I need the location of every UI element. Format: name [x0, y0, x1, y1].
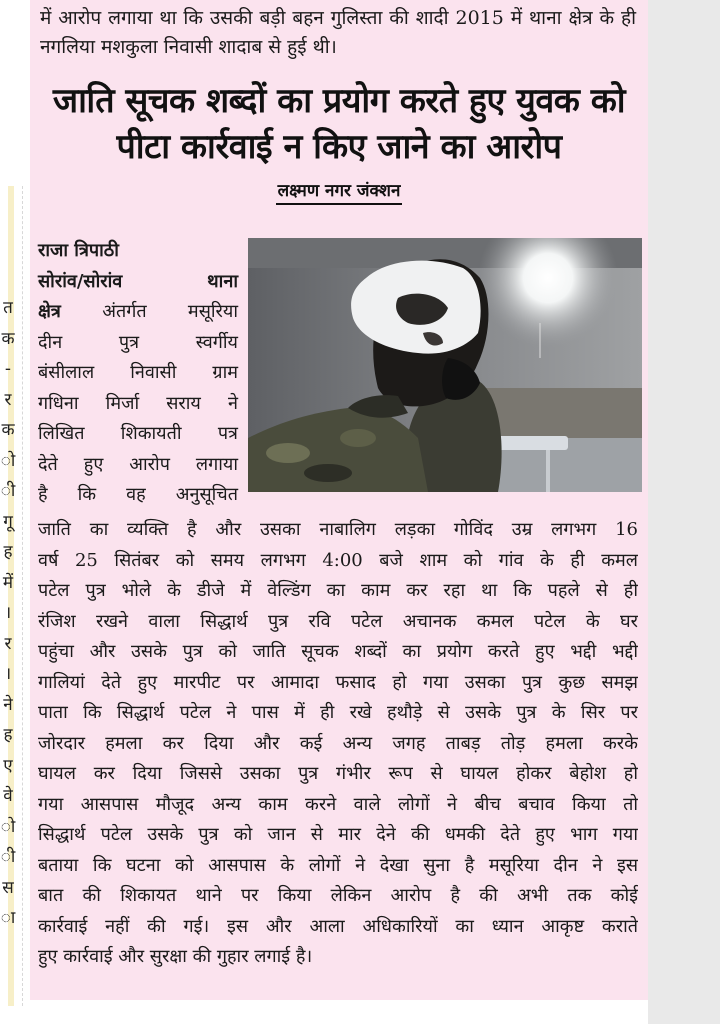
- byline-line: देते हुए आरोप लगाया: [38, 453, 238, 475]
- adjacent-column-fragment: [0, 186, 23, 1006]
- body-line: कार्रवाई नहीं की गई। इस और आला अधिकारियों का ध्यान आकृष्ट कराते: [38, 915, 638, 937]
- byline-line: लिखित शिकायती पत्र: [38, 423, 238, 444]
- article-photo: [248, 238, 642, 492]
- body-line: हुए कार्रवाई और सुरक्षा की गुहार लगाई है।: [38, 946, 313, 967]
- column-fragment-glyph: र: [4, 633, 12, 654]
- column-fragment-glyph: में: [2, 572, 14, 593]
- column-fragment-glyph: ह: [3, 542, 13, 562]
- column-fragment-glyph: त: [3, 298, 13, 318]
- article-body: [38, 515, 638, 973]
- news-article: [30, 0, 648, 1000]
- body-line: जाति का व्यक्ति है और उसका नाबालिग लड़का गोविंद उम्र लगभग 16: [38, 519, 638, 540]
- body-line: वर्ष 25 सितंबर को समय लगभग 4:00 बजे शाम को गांव के ही कमल: [38, 549, 638, 571]
- byline-block: [38, 236, 238, 511]
- column-fragment-glyph: ए: [3, 755, 13, 776]
- byline-name: राजा त्रिपाठी: [38, 240, 119, 261]
- body-line: पाता कि सिद्धार्थ पटेल ने पास में ही रखे हथौड़े से उसके पुत्र के सिर पर: [38, 702, 638, 723]
- column-fragment-glyph: स: [2, 877, 14, 898]
- byline-bold-word: क्षेत्र: [38, 301, 61, 322]
- body-line: घायल कर दिया जिससे उसका पुत्र गंभीर रूप से घायल होकर बेहोश हो: [38, 763, 638, 784]
- body-line: सिद्धार्थ पटेल उसके पुत्र को जान से मार देने की धमकी देते हुए भाग गया: [38, 824, 638, 845]
- body-line: बताया कि घटना को आसपास के लोगों ने देखा सुना है मसूरिया दीन ने इस: [38, 854, 638, 876]
- byline-line: है कि वह अनुसूचित: [38, 484, 238, 505]
- column-fragment-glyph: ।: [4, 664, 12, 684]
- column-fragment-glyph: ी: [0, 847, 16, 867]
- byline-line-rest: अंतर्गत मसूरिया: [102, 301, 238, 322]
- column-fragment-glyph: ी: [0, 481, 16, 501]
- column-fragment-glyph: क: [1, 328, 15, 349]
- headline-line-1: जाति सूचक शब्दों का प्रयोग करते हुए युवक को: [52, 81, 626, 121]
- byline-line: बंसीलाल निवासी ग्राम: [38, 362, 238, 383]
- page-edge-strip: [648, 0, 720, 1024]
- byline-line: [38, 297, 238, 328]
- dateline-text: लक्ष्मण नगर जंक्शन: [276, 181, 403, 205]
- column-fragment-glyph: ।: [4, 603, 12, 623]
- byline-line: दीन पुत्र स्वर्गीय: [38, 331, 238, 353]
- body-line: पहुंचा और उसके पुत्र को जाति सूचक शब्दों का प्रयोग करते हुए भद्दी भद्दी: [38, 641, 638, 662]
- column-fragment-glyph: ो: [0, 816, 16, 837]
- column-fragment-glyph: गू: [3, 511, 13, 532]
- body-line: गालियां देते हुए मारपीट पर आमादा फसाद हो गया उसका पुत्र कुछ समझ: [38, 671, 638, 693]
- column-fragment-glyph: वे: [3, 786, 13, 806]
- body-line: जोरदार हमला कर दिया और कई अन्य जगह ताबड़ तोड़ हमला करके: [38, 732, 638, 754]
- byline-line: गधिना मिर्जा सराय ने: [38, 392, 238, 414]
- column-fragment-glyph: ने: [3, 694, 13, 715]
- column-fragment-glyph: ह: [3, 725, 13, 745]
- article-headline: [30, 78, 648, 170]
- column-fragment-glyph: ा: [0, 908, 16, 928]
- column-fragment-glyph: क: [1, 420, 15, 440]
- injured-youth-photo: [248, 238, 642, 492]
- body-line: बात की शिकायत थाने पर किया लेकिन आरोप है की अभी तक कोई: [38, 885, 638, 906]
- column-fragment-glyph: र: [4, 389, 12, 410]
- column-fragment-glyph: ो: [0, 450, 16, 471]
- byline-location: सोरांव/सोरांव थाना: [38, 270, 238, 292]
- dateline: [30, 178, 648, 201]
- previous-story-tail: में आरोप लगाया था कि उसकी बड़ी बहन गुलिस्ता की शादी 2015 में थाना क्षेत्र के ही नगलिया मशकुला निवासी शादाब से हुई थी।: [40, 7, 636, 58]
- body-line: पटेल पुत्र भोले के डीजे में वेल्डिंग का काम कर रहा था कि पहले से ही: [38, 580, 638, 601]
- headline-line-2: पीटा कार्रवाई न किए जाने का आरोप: [116, 127, 562, 167]
- column-fragment-glyph: -: [4, 359, 12, 379]
- body-line: रंजिश रखने वाला सिद्धार्थ पुत्र रवि पटेल अचानक कमल पटेल के घर: [38, 610, 638, 632]
- body-line: गया आसपास मौजूद अन्य काम करने वाले लोगों ने बीच बचाव किया तो: [38, 793, 638, 815]
